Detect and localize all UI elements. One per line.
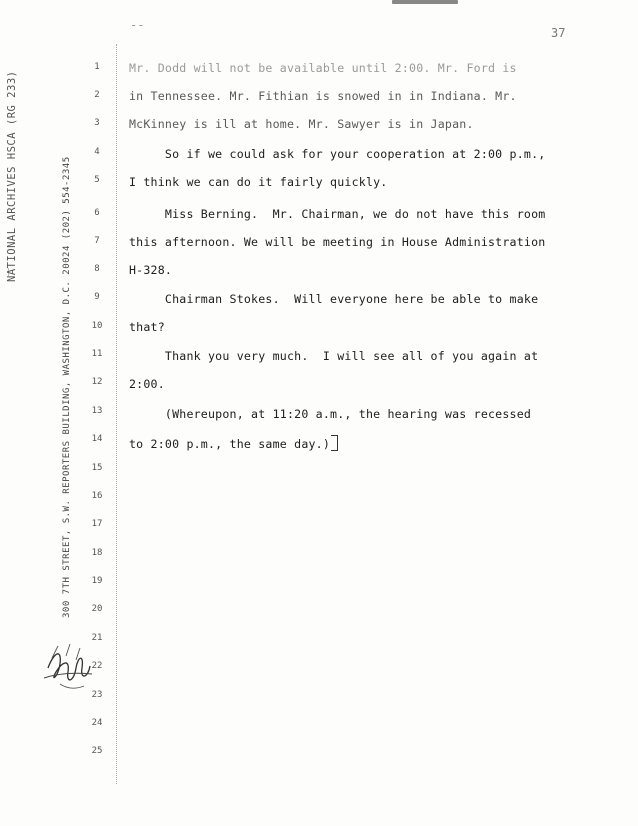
line-number: 2 xyxy=(94,90,100,100)
line-number: 8 xyxy=(94,264,100,274)
transcript-line: that? xyxy=(129,320,165,334)
line-number: 14 xyxy=(91,434,103,444)
transcript-line: Miss Berning. Mr. Chairman, we do not have this room xyxy=(129,207,546,221)
transcript-line: (Whereupon, at 11:20 a.m., the hearing was recessed xyxy=(129,407,532,421)
top-dash: -- xyxy=(130,18,145,32)
line-number: 22 xyxy=(91,661,103,671)
top-scan-mark xyxy=(392,0,458,4)
margin-rule xyxy=(116,44,117,784)
transcript-line: in Tennessee. Mr. Fithian is snowed in in Indiana. Mr. xyxy=(129,89,517,103)
line-number: 3 xyxy=(94,118,100,128)
transcript-line: 2:00. xyxy=(129,377,165,391)
line-number: 11 xyxy=(91,349,103,359)
handwritten-initials xyxy=(40,638,96,694)
line-number: 13 xyxy=(91,406,103,416)
transcript-line: McKinney is ill at home. Mr. Sawyer is in Japan. xyxy=(129,117,474,131)
line-number: 20 xyxy=(91,604,103,614)
page-number: 37 xyxy=(551,26,566,40)
line-number: 25 xyxy=(91,746,103,756)
archive-caption: NATIONAL ARCHIVES HSCA (RG 233) xyxy=(6,70,18,282)
line-number: 16 xyxy=(91,491,103,501)
line-number: 17 xyxy=(91,519,103,529)
reporter-address-caption: 300 7TH STREET, S.W. REPORTERS BUILDING, WASHINGTON, D.C. 20024 (202) 554-2345 xyxy=(62,156,72,618)
line-number: 21 xyxy=(91,633,103,643)
line-number: 1 xyxy=(94,62,100,72)
line-number: 15 xyxy=(91,463,103,473)
line-number: 7 xyxy=(94,236,100,246)
line-number: 12 xyxy=(91,377,103,387)
line-number: 23 xyxy=(91,690,103,700)
line-number: 24 xyxy=(91,718,103,728)
transcript-line-text: to 2:00 p.m., the same day.) xyxy=(129,437,331,451)
transcript-line: Thank you very much. I will see all of you again at xyxy=(129,349,539,363)
transcript-line: this afternoon. We will be meeting in House Administration xyxy=(129,235,546,249)
closing-bracket-mark xyxy=(331,435,338,451)
transcript-line: Mr. Dodd will not be available until 2:00. Mr. Ford is xyxy=(129,61,517,75)
line-number: 18 xyxy=(91,548,103,558)
transcript-line: H-328. xyxy=(129,263,173,277)
line-number: 19 xyxy=(91,576,103,586)
line-number: 10 xyxy=(91,321,103,331)
transcript-line xyxy=(129,435,338,451)
line-number: 6 xyxy=(94,208,100,218)
transcript-line: So if we could ask for your cooperation at 2:00 p.m., xyxy=(129,147,546,161)
line-number: 4 xyxy=(94,147,100,157)
line-number: 9 xyxy=(94,292,100,302)
line-number: 5 xyxy=(94,175,100,185)
transcript-line: Chairman Stokes. Will everyone here be able to make xyxy=(129,292,539,306)
transcript-line: I think we can do it fairly quickly. xyxy=(129,175,388,189)
